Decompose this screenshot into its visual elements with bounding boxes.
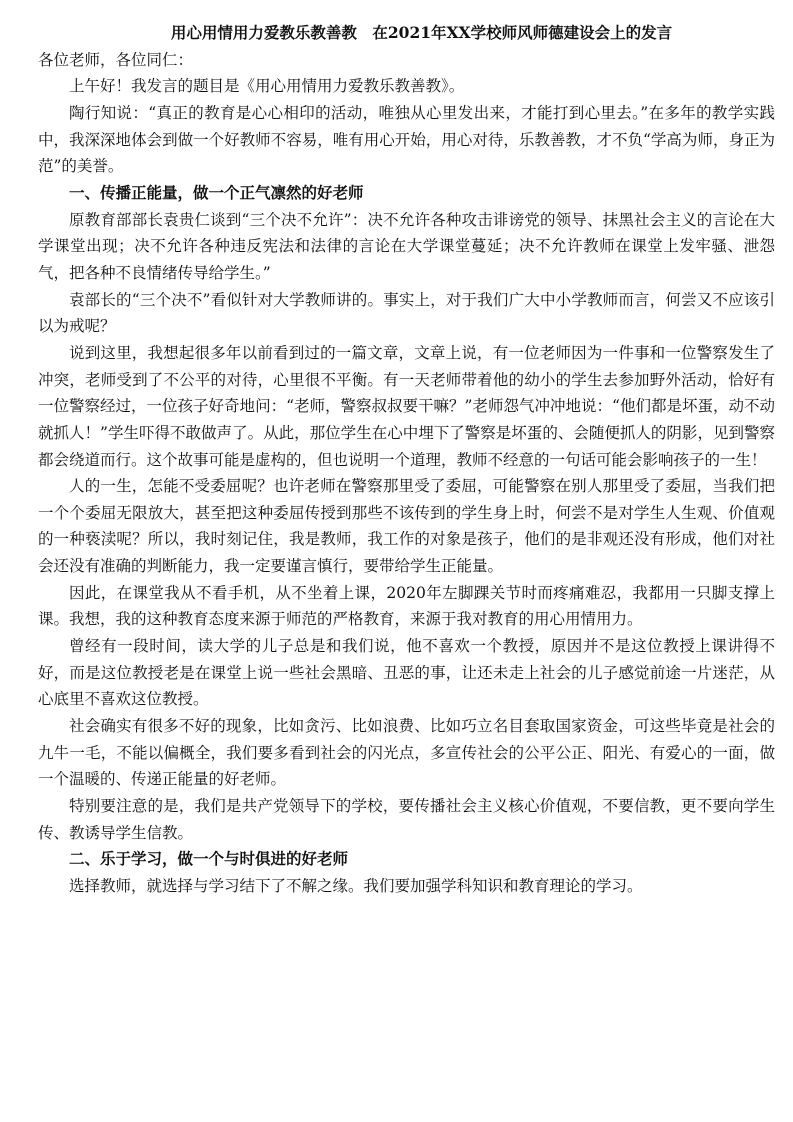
body-paragraph: 原教育部部长袁贵仁谈到“三个决不允许”：决不允许各种攻击诽谤党的领导、抹黑社会主义的言论在大学课堂出现；决不允许各种违反宪法和法律的言论在大学课堂蔓延；决不允许教师在课堂上发牢骚、泄怨气，把各种不良情绪传导给学生。” — [38, 210, 775, 282]
body-paragraph: 曾经有一段时间，读大学的儿子总是和我们说，他不喜欢一个教授，原因并不是这位教授上课讲得不好，而是这位教授老是在课堂上说一些社会黑暗、丑恶的事，让还未走上社会的儿子感觉前途一片迷茫，从心底里不喜欢这位教授。 — [38, 637, 775, 709]
intro-paragraph: 陶行知说：“真正的教育是心心相印的活动，唯独从心里发出来，才能打到心里去。”在多年的教学实践中，我深深地体会到做一个好教师不容易，唯有用心开始，用心对待，乐教善教，才不负“学高为师，身正为范”的美誉。 — [38, 103, 775, 176]
salutation: 各位老师，各位同仁： — [38, 50, 194, 69]
body-paragraph: 特别要注意的是，我们是共产党领导下的学校，要传播社会主义核心价值观，不要信教，更不要向学生传、教诱导学生信教。 — [38, 797, 775, 842]
body-paragraph: 社会确实有很多不好的现象，比如贪污、比如浪费、比如巧立名目套取国家资金，可这些毕竟是社会的九牛一毛，不能以偏概全，我们要多看到社会的闪光点，多宣传社会的公平公正、阳光、有爱心的一面，做一个温暖的、传递正能量的好老师。 — [38, 717, 775, 789]
document-title: 用心用情用力爱教乐教善教 在2021年XX学校师风师德建设会上的发言 — [170, 23, 673, 42]
section-heading-2: 二、乐于学习，做一个与时俱进的好老师 — [69, 849, 349, 869]
section-heading-1: 一、传播正能量，做一个正气凛然的好老师 — [69, 182, 364, 202]
body-paragraph: 袁部长的“三个决不”看似针对大学教师讲的。事实上，对于我们广大中小学教师而言，何尝又不应该引以为戒呢？ — [38, 290, 775, 336]
greeting-paragraph: 上午好！我发言的题目是《用心用情用力爱教乐教善教》。 — [69, 77, 465, 96]
body-paragraph: 因此，在课堂我从不看手机，从不坐着上课，2020年左脚踝关节时而疼痛难忍，我都用一只脚支撑上课。我想，我的这种教育态度来源于师范的严格教育，来源于我对教育的用心用情用力。 — [38, 583, 775, 629]
body-paragraph: 说到这里，我想起很多年以前看到过的一篇文章，文章上说，有一位老师因为一件事和一位警察发生了冲突，老师受到了不公平的对待，心里很不平衡。有一天老师带着他的幼小的学生去参加野外活动，恰好有一位警察经过，一位孩子好奇地问：“老师，警察叔叔要干嘛？”老师怨气冲冲地说：“他们都是坏蛋，动不动就抓人！”学生吓得不敢做声了。从此，那位学生在心中埋下了警察是坏蛋的、会随便抓人的阴影，见到警察都会绕道而行。这个故事可能是虚构的，但也说明一个道理，教师不经意的一句话可能会影响孩子的一生！ — [38, 343, 775, 469]
body-paragraph: 人的一生，怎能不受委屈呢？也许老师在警察那里受了委屈，可能警察在别人那里受了委屈，当我们把一个个委屈无限放大，甚至把这种委屈传授到那些不该传到的学生身上时，何尝不是对学生人生观、价值观的一种亵渎呢？所以，我时刻记住，我是教师，我工作的对象是孩子，他们的是非观还没有形成，他们对社会还没有准确的判断能力，我一定要谨言慎行，要带给学生正能量。 — [38, 477, 775, 576]
body-paragraph: 选择教师，就选择与学习结下了不解之缘。我们要加强学科知识和教育理论的学习。 — [69, 877, 643, 895]
